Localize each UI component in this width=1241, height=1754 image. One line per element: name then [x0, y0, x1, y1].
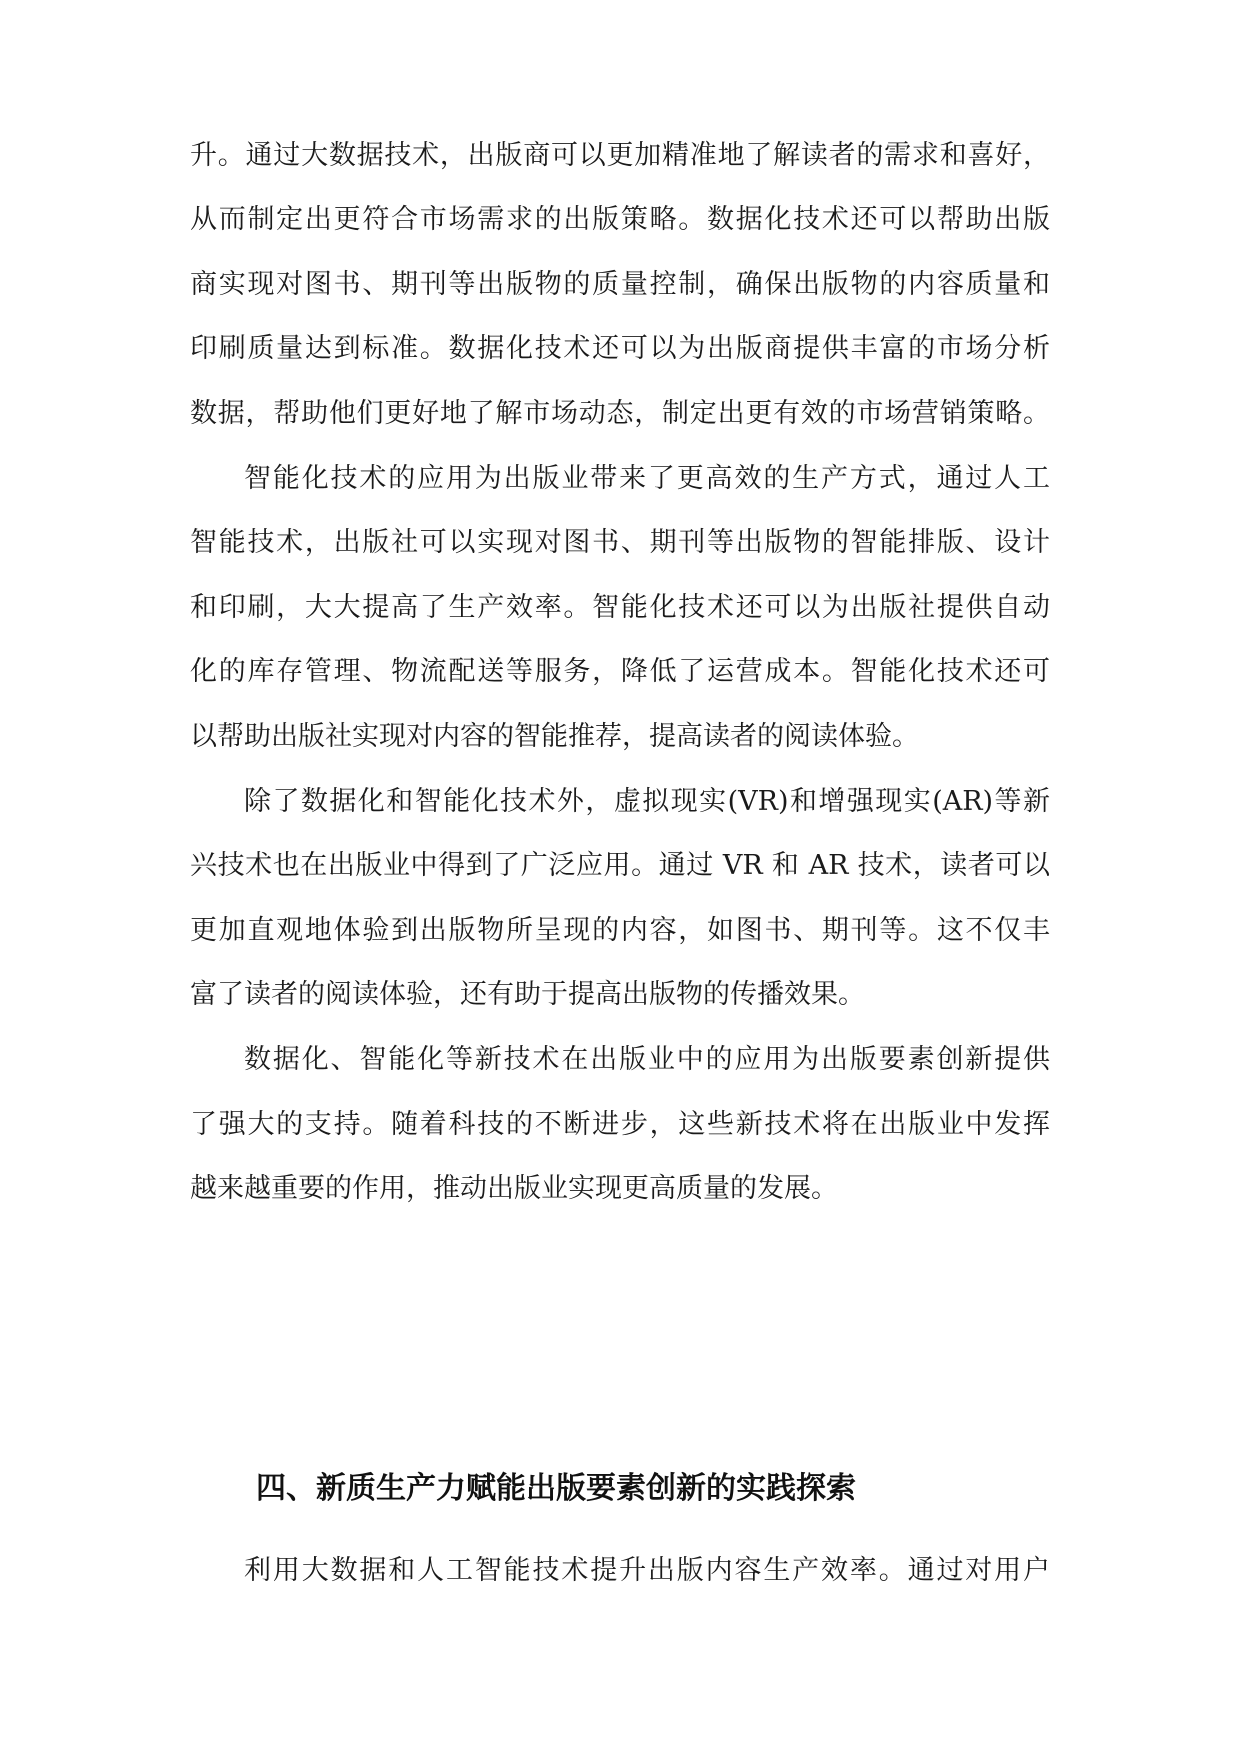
paragraph-2-line-1: 智能化技术的应用为出版业带来了更高效的生产方式，通过人工 [244, 463, 1050, 494]
paragraph-3-line-2: 兴技术也在出版业中得到了广泛应用。通过 VR 和 AR 技术，读者可以 [190, 850, 1050, 881]
paragraph-1-line-1: 升。通过大数据技术，出版商可以更加精准地了解读者的需求和喜好， [190, 140, 1050, 171]
paragraph-4-line-3: 越来越重要的作用，推动出版业实现更高质量的发展。 [190, 1173, 838, 1204]
paragraph-4-line-2: 了强大的支持。随着科技的不断进步，这些新技术将在出版业中发挥 [190, 1109, 1050, 1140]
paragraph-3-line-4: 富了读者的阅读体验，还有助于提高出版物的传播效果。 [190, 979, 865, 1010]
paragraph-2-line-2: 智能技术，出版社可以实现对图书、期刊等出版物的智能排版、设计 [190, 527, 1050, 558]
paragraph-1-line-5: 数据，帮助他们更好地了解市场动态，制定出更有效的市场营销策略。 [190, 398, 1050, 429]
paragraph-1-line-4: 印刷质量达到标准。数据化技术还可以为出版商提供丰富的市场分析 [190, 333, 1050, 364]
section-heading: 四、新质生产力赋能出版要素创新的实践探索 [256, 1471, 856, 1506]
paragraph-2-line-3: 和印刷，大大提高了生产效率。智能化技术还可以为出版社提供自动 [190, 592, 1050, 623]
final-paragraph-line-1: 利用大数据和人工智能技术提升出版内容生产效率。通过对用户 [244, 1555, 1050, 1586]
paragraph-4-line-1: 数据化、智能化等新技术在出版业中的应用为出版要素创新提供 [244, 1044, 1050, 1075]
paragraph-3-line-3: 更加直观地体验到出版物所呈现的内容，如图书、期刊等。这不仅丰 [190, 915, 1050, 946]
paragraph-2-line-5: 以帮助出版社实现对内容的智能推荐，提高读者的阅读体验。 [190, 721, 919, 752]
paragraph-3-line-1: 除了数据化和智能化技术外，虚拟现实(VR)和增强现实(AR)等新 [244, 786, 1050, 817]
paragraph-1-line-3: 商实现对图书、期刊等出版物的质量控制，确保出版物的内容质量和 [190, 269, 1050, 300]
paragraph-2-line-4: 化的库存管理、物流配送等服务，降低了运营成本。智能化技术还可 [190, 656, 1050, 687]
paragraph-1-line-2: 从而制定出更符合市场需求的出版策略。数据化技术还可以帮助出版 [190, 204, 1050, 235]
